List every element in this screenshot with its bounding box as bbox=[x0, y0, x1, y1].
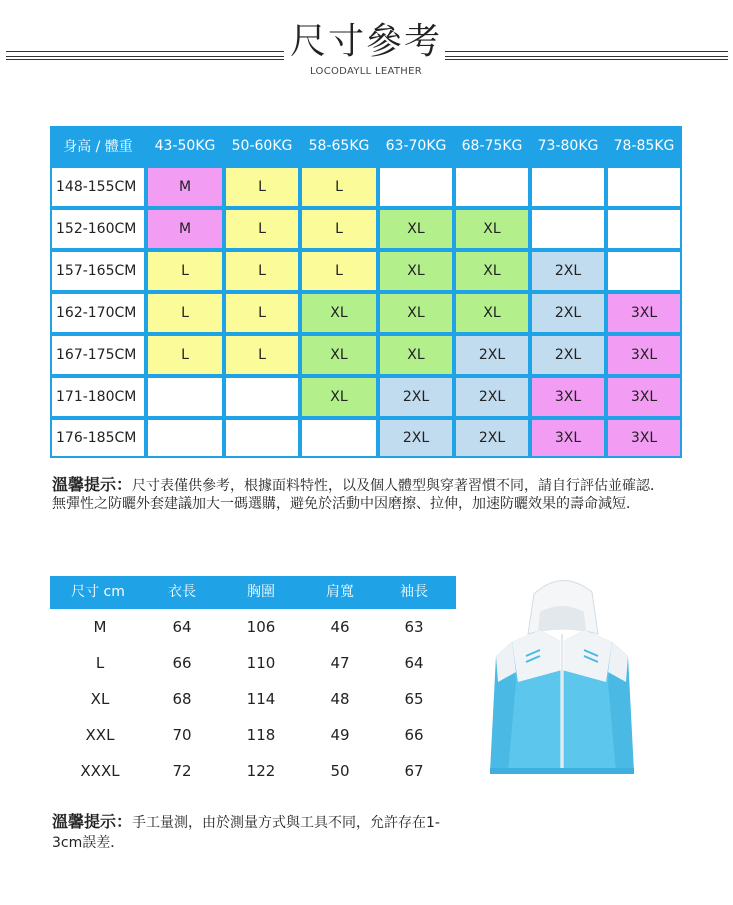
size-cell bbox=[146, 376, 224, 418]
title-rule-right bbox=[445, 51, 728, 57]
measurement-cell: 68 bbox=[172, 690, 192, 708]
note-line-2: 無彈性之防曬外套建議加大一碼選購，避免於活動中因磨擦、拉伸，加速防曬效果的壽命減短． bbox=[52, 496, 640, 512]
header-size: 尺寸 cm bbox=[71, 584, 125, 600]
measurement-cell: L bbox=[95, 654, 105, 672]
header-weight: 50-60KG bbox=[231, 138, 293, 154]
row-height-label: 176-185CM bbox=[50, 418, 146, 458]
measurement-cell: XXL bbox=[85, 726, 115, 744]
measurement-cell: 50 bbox=[330, 762, 350, 780]
measurement-row bbox=[50, 753, 456, 789]
size-cell: XL bbox=[300, 292, 378, 334]
measurement-note bbox=[52, 812, 442, 853]
header-corner: 身高 / 體重 bbox=[63, 139, 133, 155]
size-cell: 3XL bbox=[530, 376, 606, 418]
measurement-cell: 122 bbox=[246, 762, 276, 780]
measurement-cell: M bbox=[93, 618, 107, 636]
size-cell: 2XL bbox=[454, 418, 530, 458]
size-cell: XL bbox=[300, 334, 378, 376]
size-cell: XL bbox=[454, 292, 530, 334]
measurement-cell: XL bbox=[90, 690, 110, 708]
size-cell: L bbox=[224, 166, 300, 208]
measurement-table bbox=[50, 576, 456, 789]
note2-label: 溫馨提示： bbox=[52, 812, 133, 831]
measurement-cell: 66 bbox=[404, 726, 424, 744]
size-cell: M bbox=[146, 208, 224, 250]
measurement-cell: 72 bbox=[172, 762, 192, 780]
size-cell: L bbox=[224, 292, 300, 334]
header-shoulder: 肩寬 bbox=[326, 584, 354, 600]
measurement-cell: 64 bbox=[404, 654, 424, 672]
size-cell: XL bbox=[378, 334, 454, 376]
measurement-cell: XXXL bbox=[80, 762, 120, 780]
size-cell: 3XL bbox=[606, 376, 682, 418]
size-cell: L bbox=[300, 208, 378, 250]
size-cell: XL bbox=[378, 250, 454, 292]
note-line-1: 尺寸表僅供參考，根據面料特性，以及個人體型與穿著習慣不同，請自行評估並確認． bbox=[132, 478, 665, 494]
measurement-cell: 70 bbox=[172, 726, 192, 744]
size-cell bbox=[530, 166, 606, 208]
size-cell: 2XL bbox=[454, 334, 530, 376]
size-cell: L bbox=[300, 250, 378, 292]
title-rule-left bbox=[6, 51, 284, 57]
size-cell bbox=[146, 418, 224, 458]
size-cell: L bbox=[146, 250, 224, 292]
measurement-cell: 118 bbox=[246, 726, 276, 744]
size-cell: 2XL bbox=[454, 376, 530, 418]
header-weight: 68-75KG bbox=[461, 138, 523, 154]
measurement-row bbox=[50, 609, 456, 645]
page-title: 尺寸參考 bbox=[289, 21, 442, 62]
size-note bbox=[52, 476, 692, 513]
size-cell: L bbox=[224, 208, 300, 250]
size-cell: 3XL bbox=[606, 418, 682, 458]
size-chart-table bbox=[50, 126, 682, 458]
header-weight: 73-80KG bbox=[537, 138, 599, 154]
size-cell: XL bbox=[454, 250, 530, 292]
size-cell: XL bbox=[454, 208, 530, 250]
header-weight: 78-85KG bbox=[613, 138, 675, 154]
measurement-row bbox=[50, 645, 456, 681]
size-cell: 2XL bbox=[530, 292, 606, 334]
size-cell: XL bbox=[378, 292, 454, 334]
title-rule-left-thin bbox=[6, 59, 284, 60]
size-cell: L bbox=[300, 166, 378, 208]
measurement-cell: 64 bbox=[172, 618, 192, 636]
note2-text: 手工量測，由於測量方式與工具不同，允許存在1-3cm誤差． bbox=[52, 815, 440, 851]
size-cell: 2XL bbox=[530, 334, 606, 376]
size-cell: 2XL bbox=[530, 250, 606, 292]
measurement-cell: 49 bbox=[330, 726, 350, 744]
jacket-icon bbox=[482, 572, 642, 792]
header-sleeve: 袖長 bbox=[400, 584, 428, 600]
row-height-label: 152-160CM bbox=[50, 208, 146, 250]
measurement-row bbox=[50, 717, 456, 753]
header-chest: 胸圍 bbox=[247, 584, 275, 600]
size-cell: 3XL bbox=[606, 292, 682, 334]
size-cell bbox=[606, 250, 682, 292]
size-cell bbox=[224, 418, 300, 458]
size-cell: XL bbox=[378, 208, 454, 250]
measurement-cell: 46 bbox=[330, 618, 350, 636]
size-cell: XL bbox=[300, 376, 378, 418]
row-height-label: 162-170CM bbox=[50, 292, 146, 334]
measurement-cell: 65 bbox=[404, 690, 424, 708]
size-cell bbox=[606, 208, 682, 250]
measurement-cell: 48 bbox=[330, 690, 350, 708]
brand-subtitle: LOCODAYLL LEATHER bbox=[310, 66, 422, 77]
size-cell: M bbox=[146, 166, 224, 208]
size-cell: 2XL bbox=[378, 376, 454, 418]
size-cell bbox=[224, 376, 300, 418]
measurement-cell: 66 bbox=[172, 654, 192, 672]
page-header bbox=[0, 0, 733, 90]
size-cell: 3XL bbox=[606, 334, 682, 376]
size-cell bbox=[454, 166, 530, 208]
title-rule-right-thin bbox=[445, 59, 728, 60]
size-cell: L bbox=[146, 334, 224, 376]
header-length: 衣長 bbox=[168, 584, 196, 600]
size-cell: L bbox=[224, 334, 300, 376]
size-cell bbox=[300, 418, 378, 458]
measurement-cell: 114 bbox=[246, 690, 276, 708]
size-cell: L bbox=[224, 250, 300, 292]
row-height-label: 171-180CM bbox=[50, 376, 146, 418]
measurement-cell: 67 bbox=[404, 762, 424, 780]
header-weight: 58-65KG bbox=[308, 138, 370, 154]
measurement-cell: 47 bbox=[330, 654, 350, 672]
row-height-label: 157-165CM bbox=[50, 250, 146, 292]
size-cell: 2XL bbox=[378, 418, 454, 458]
size-cell bbox=[606, 166, 682, 208]
measurement-cell: 63 bbox=[404, 618, 424, 636]
note-label: 溫馨提示： bbox=[52, 475, 133, 494]
measurement-cell: 110 bbox=[246, 654, 276, 672]
measurement-header-row bbox=[50, 576, 456, 609]
size-cell bbox=[530, 208, 606, 250]
header-weight: 63-70KG bbox=[385, 138, 447, 154]
size-cell bbox=[378, 166, 454, 208]
row-height-label: 167-175CM bbox=[50, 334, 146, 376]
size-cell: L bbox=[146, 292, 224, 334]
size-cell: 3XL bbox=[530, 418, 606, 458]
header-weight: 43-50KG bbox=[154, 138, 216, 154]
measurement-row bbox=[50, 681, 456, 717]
row-height-label: 148-155CM bbox=[50, 166, 146, 208]
measurement-cell: 106 bbox=[246, 618, 276, 636]
